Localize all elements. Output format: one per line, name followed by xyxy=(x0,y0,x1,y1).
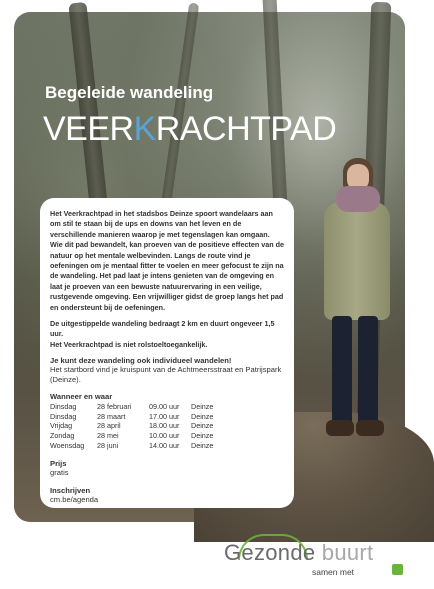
hero-photo xyxy=(14,12,415,522)
registration-link[interactable]: cm.be/agenda xyxy=(50,495,99,505)
gezonde-buurt-logo: Gezonde buurt samen met xyxy=(224,540,414,584)
intro-paragraph: Het Veerkrachtpad in het stadsbos Deinze spoort wandelaars aan om stil te staan bij de ups en downs van het leven en de verschillende manieren waarop je met tegenslagen kan omgaan. Wie dit pad bewandelt, kan proeven van de positieve effecten van de natuur op het mentale welbevinden. Langs de route vind je oefeningen om je mentaal fitter te voelen en meer gefocust te zijn na de wandeling. Het pad laat je intens genieten van de omgeving en laat je proeven van een bewuste natuurervaring in een veilige, rustgevende omgeving. Een vrijwilliger gidst de groep langs het pad en ondersteunt bij de oefeningen. xyxy=(50,209,284,312)
title-accent-letter: K xyxy=(133,110,156,148)
schedule-row: Vrijdag 28 april 18.00 uur Deinze xyxy=(50,421,214,431)
duration-text: De uitgestippelde wandeling bedraagt 2 km en duurt ongeveer 1,5 uur. Het Veerkrachtpad is niet rolstoeltoegankelijk. xyxy=(50,319,275,349)
walker-figure xyxy=(310,158,400,448)
schedule-list xyxy=(50,402,284,450)
price-value: gratis xyxy=(50,468,69,478)
poster-subtitle: Begeleide wandeling xyxy=(45,83,214,102)
schedule-row: Dinsdag 28 maart 17.00 uur Deinze xyxy=(50,411,214,421)
solo-text: Het startbord vind je kruispunt van de Achtmeersstraat en Patrijspark (Deinze). xyxy=(50,365,282,385)
info-card xyxy=(40,198,294,508)
poster-title: VEERKRACHTPAD xyxy=(43,110,337,148)
logo-subtext: samen met xyxy=(312,567,355,577)
schedule-heading: Wanneer en waar xyxy=(50,392,113,402)
schedule-row: Woensdag 28 juni 14.00 uur Deinze xyxy=(50,440,214,450)
cm-badge-icon xyxy=(392,564,403,575)
schedule-row: Zondag 28 mei 10.00 uur Deinze xyxy=(50,431,214,441)
registration-heading: Inschrijven xyxy=(50,486,91,496)
schedule-row: Dinsdag 28 februari 09.00 uur Deinze xyxy=(50,402,214,412)
publisher-credit: VU: Jan Tronquoy, Dorp-Oost 23, 8800 ROESELARE xyxy=(409,193,415,312)
solo-heading: Je kunt deze wandeling ook individueel wandelen! xyxy=(50,356,232,366)
price-heading: Prijs xyxy=(50,459,67,469)
